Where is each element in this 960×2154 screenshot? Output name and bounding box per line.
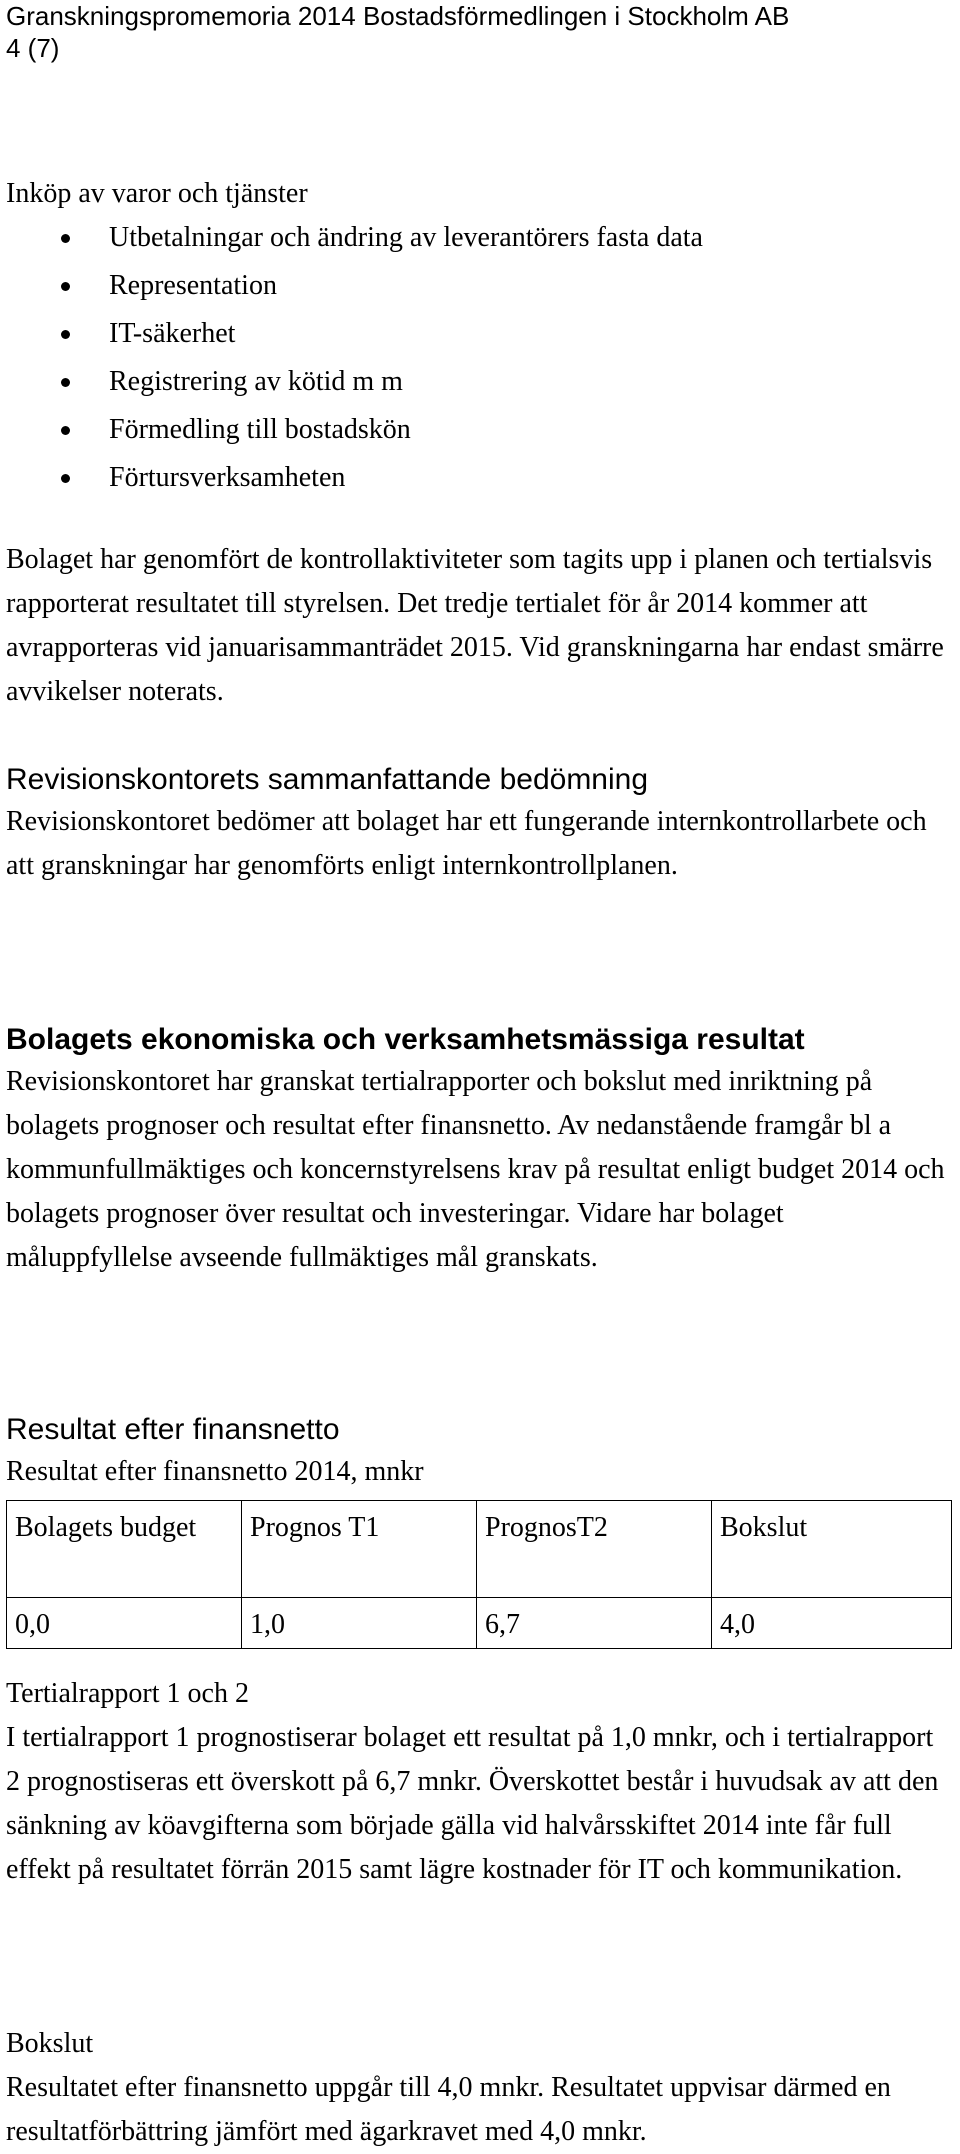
section-heading: Tertialrapport 1 och 2 [6,1678,249,1709]
header-page-number: 4 (7) [6,33,60,63]
table-header-cell: Prognos T1 [242,1501,477,1598]
section-text: Revisionskontoret har granskat tertialrapporter och bokslut med inriktning på bolagets prognoser och resultat efter finansnetto. Av nedanstående framgår bl a kommunfullmäktiges och koncernstyrelsens krav på resultat enligt budget 2014 och bolagets prognoser över resultat och investeringar. Vidare har bolaget måluppfyllelse avseende fullmäktiges mål granskats. [6,1066,945,1273]
section-results [6,1020,954,1280]
bullet-icon [61,282,70,291]
list-item-text: Representation [109,270,277,301]
section-tertial [6,1672,954,1892]
section-heading: Resultat efter finansnetto [6,1413,340,1446]
table-cell: 6,7 [477,1598,712,1649]
section-bokslut [6,2022,954,2154]
result-table [6,1500,952,1649]
section-heading: Revisionskontorets sammanfattande bedömning [6,763,649,796]
bullet-icon [61,474,70,483]
section-revision [6,760,954,888]
list-intro: Inköp av varor och tjänster [6,178,308,209]
table-cell: 1,0 [242,1598,477,1649]
list-item [6,406,954,454]
page-header [6,0,789,64]
table-cell: 4,0 [712,1598,952,1649]
section-net [6,1410,954,1494]
controls-paragraph: Bolaget har genomfört de kontrollaktiviteter som tagits upp i planen och tertialsvis rapporterat resultatet till styrelsen. Det tredje tertialet för år 2014 kommer att avrapporteras vid januarisammanträdet 2015. Vid granskningarna har endast smärre avvikelser noterats. [6,544,944,707]
list-item-text: Förmedling till bostadskön [109,414,411,445]
section-text: Resultatet efter finansnetto uppgår till 4,0 mnkr. Resultatet uppvisar därmed en resultatförbättring jämfört med ägarkravet med 4,0 mnkr. [6,2072,891,2147]
table-row [7,1501,952,1598]
bullet-list [6,214,954,502]
list-item [6,262,954,310]
list-item-text: Förtursverksamheten [109,462,346,493]
list-item [6,454,954,502]
table-cell: 0,0 [7,1598,242,1649]
section-heading: Bolagets ekonomiska och verksamhetsmässiga resultat [6,1023,805,1056]
section-text: I tertialrapport 1 prognostiserar bolaget ett resultat på 1,0 mnkr, och i tertialrapport 2 prognostiseras ett överskott på 6,7 mnkr. Överskottet består i huvudsak av att den sänkning av köavgifterna som började gälla vid halvårsskiftet 2014 inte får full effekt på resultatet förrän 2015 samt lägre kostnader för IT och kommunikation. [6,1722,939,1885]
bullet-icon [61,378,70,387]
list-item [6,310,954,358]
table-row [7,1598,952,1649]
bullet-icon [61,426,70,435]
list-item [6,358,954,406]
list-item-text: Registrering av kötid m m [109,366,403,397]
table-header-cell: Bolagets budget [7,1501,242,1598]
header-title: Granskningspromemoria 2014 Bostadsförmedlingen i Stockholm AB [6,1,790,31]
table-header-cell: PrognosT2 [477,1501,712,1598]
section-text: Revisionskontoret bedömer att bolaget har ett fungerande internkontrollarbete och att granskningar har genomförts enligt internkontrollplanen. [6,806,927,881]
table-header-cell: Bokslut [712,1501,952,1598]
bullet-icon [61,234,70,243]
list-item-text: IT-säkerhet [109,318,236,349]
section-heading: Bokslut [6,2028,94,2059]
list-item-text: Utbetalningar och ändring av leverantörers fasta data [109,222,703,253]
list-item [6,214,954,262]
bullet-icon [61,330,70,339]
table-caption: Resultat efter finansnetto 2014, mnkr [6,1456,424,1487]
